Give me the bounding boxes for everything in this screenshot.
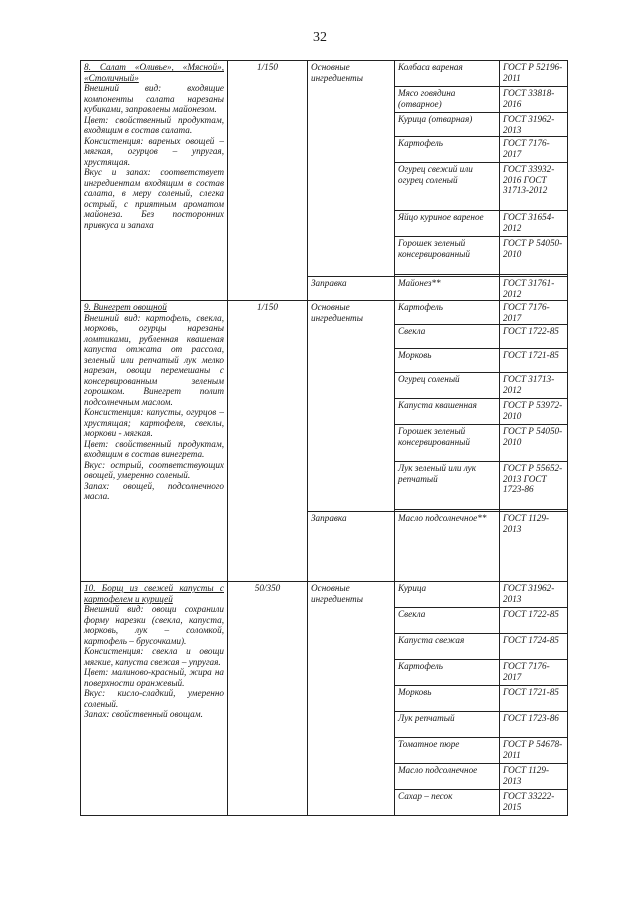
ingredient-gost: ГОСТ 31713-2012 xyxy=(500,373,568,399)
ingredient-name: Свекла xyxy=(395,325,500,349)
ingredient-gost: ГОСТ Р 54678-2011 xyxy=(500,738,568,764)
ingredient-name: Горошек зеленый консервированный xyxy=(395,425,500,462)
description-line: Консистенция: капусты, огурцов – хрустящая; картофеля, свеклы, моркови - мягкая. xyxy=(84,407,224,438)
description-line: Вкус: кисло-сладкий, умеренно соленый. xyxy=(84,688,224,709)
dish-description-cell xyxy=(81,61,228,301)
description-line: Запах: свойственный овощам. xyxy=(84,709,203,719)
ingredient-gost: ГОСТ 1129-2013 xyxy=(500,512,568,582)
ingredient-name: Морковь xyxy=(395,349,500,373)
ingredient-name: Картофель xyxy=(395,660,500,686)
dish-title: 9. Винегрет овощной xyxy=(84,302,167,312)
dish-title: 10. Борщ из свежей капусты с картофелем и курицей xyxy=(84,583,224,604)
ingredient-name: Колбаса вареная xyxy=(395,61,500,87)
ingredient-gost: ГОСТ 33932-2016 ГОСТ 31713-2012 xyxy=(500,163,568,211)
description-line: Внешний вид: овощи сохранили форму нарезки (свекла, капуста, морковь, лук – соломкой, картофель – брусочками). xyxy=(84,604,224,646)
description-line: Цвет: свойственный продуктам, входящим в состав винегрета. xyxy=(84,438,224,459)
ingredient-gost: ГОСТ 31962-2013 xyxy=(500,582,568,608)
ingredient-name: Морковь xyxy=(395,686,500,712)
ingredient-name: Томатное пюре xyxy=(395,738,500,764)
ingredient-name: Капуста свежая xyxy=(395,634,500,660)
ingredient-name: Масло подсолнечное xyxy=(395,764,500,790)
ingredient-name: Капуста квашенная xyxy=(395,399,500,425)
ingredient-gost: ГОСТ 1723-86 xyxy=(500,712,568,738)
ingredient-name: Лук зеленый или лук репчатый xyxy=(395,462,500,510)
ingredient-gost: ГОСТ 1721-85 xyxy=(500,686,568,712)
ingredient-gost: ГОСТ 7176-2017 xyxy=(500,301,568,325)
ingredient-name: Картофель xyxy=(395,301,500,325)
ingredient-name: Огурец соленый xyxy=(395,373,500,399)
description-line: Внешний вид: картофель, свекла, морковь, огурцы нарезаны ломтиками, рубленная квашеная капуста отжата от рассола, зеленый или репчатый лук мелко нарезан, овощи перемешаны с консервированным зеленым горошком. Винегрет полит подсолнечным маслом. xyxy=(84,312,224,407)
page-number: 32 xyxy=(313,30,327,45)
dish-spec-table xyxy=(80,60,568,816)
description-line: Консистенция: свекла и овощи мягкие, капуста свежая – упругая. xyxy=(84,646,224,667)
ingredient-gost: ГОСТ 1129-2013 xyxy=(500,764,568,790)
ingredient-gost: ГОСТ Р 52196-2011 xyxy=(500,61,568,87)
ingredient-gost: ГОСТ 33818-2016 xyxy=(500,87,568,113)
description-line: Цвет: малиново-красный, жира на поверхности оранжевый. xyxy=(84,667,224,688)
ingredient-name: Мясо говядина (отварное) xyxy=(395,87,500,113)
description-line: Внешний вид: входящие компоненты салата нарезаны кубиками, заправлены майонезом. xyxy=(84,83,224,114)
ingredient-name: Свекла xyxy=(395,608,500,634)
ingredient-gost: ГОСТ Р 55652-2013 ГОСТ 1723-86 xyxy=(500,462,568,510)
dish-output: 50/350 xyxy=(228,582,308,816)
ingredient-name: Майонез** xyxy=(395,277,500,301)
ingredient-name: Сахар – песок xyxy=(395,790,500,816)
dish-output: 1/150 xyxy=(228,61,308,301)
dish-output: 1/150 xyxy=(228,301,308,582)
ingredient-gost: ГОСТ 7176-2017 xyxy=(500,660,568,686)
ingredient-gost: ГОСТ 7176-2017 xyxy=(500,137,568,163)
ingredient-name: Курица (отварная) xyxy=(395,113,500,137)
ingredient-gost: ГОСТ 1722-85 xyxy=(500,325,568,349)
group-label: Заправка xyxy=(308,277,395,301)
ingredient-name: Картофель xyxy=(395,137,500,163)
table-row xyxy=(81,301,568,325)
ingredient-gost: ГОСТ Р 53972-2010 xyxy=(500,399,568,425)
description-line: Запах: овощей, подсолнечного масла. xyxy=(84,480,224,501)
ingredient-name: Яйцо куриное вареное xyxy=(395,211,500,237)
group-label: Основные ингредиенты xyxy=(308,61,395,277)
ingredient-name: Горошек зеленый консервированный xyxy=(395,237,500,275)
group-label: Основные ингредиенты xyxy=(308,582,395,816)
group-label: Основные ингредиенты xyxy=(308,301,395,512)
dish-description-cell xyxy=(81,301,228,582)
group-label: Заправка xyxy=(308,512,395,582)
ingredient-name: Огурец свежий или огурец соленый xyxy=(395,163,500,211)
ingredient-gost: ГОСТ 31761-2012 xyxy=(500,277,568,301)
ingredient-gost: ГОСТ 33222-2015 xyxy=(500,790,568,816)
ingredient-name: Курица xyxy=(395,582,500,608)
table-row xyxy=(81,582,568,608)
ingredient-gost: ГОСТ 1724-85 xyxy=(500,634,568,660)
description-line: Вкус и запах: соответствует ингредиентам входящим в состав салата, в меру соленый, слегка острый, с приятным ароматом майонеза. Без посторонних привкуса и запаха xyxy=(84,167,224,230)
dish-description-cell xyxy=(81,582,228,816)
ingredient-gost: ГОСТ 1722-85 xyxy=(500,608,568,634)
dish-title: 8. Салат «Оливье», «Мясной», «Столичный» xyxy=(84,62,224,83)
ingredient-gost: ГОСТ 31962-2013 xyxy=(500,113,568,137)
ingredient-gost: ГОСТ 31654-2012 xyxy=(500,211,568,237)
description-line: Вкус: острый, соответствующих овощей, умеренно соленый. xyxy=(84,459,224,480)
description-line: Цвет: свойственный продуктам, входящим в состав салата. xyxy=(84,114,224,135)
ingredient-name: Масло подсолнечное** xyxy=(395,512,500,582)
table-row xyxy=(81,61,568,87)
ingredient-gost: ГОСТ 1721-85 xyxy=(500,349,568,373)
ingredient-gost: ГОСТ Р 54050-2010 xyxy=(500,425,568,462)
description-line: Консистенция: вареных овощей – мягкая, огурцов – упругая, хрустящая. xyxy=(84,135,224,167)
ingredient-name: Лук репчатый xyxy=(395,712,500,738)
ingredient-gost: ГОСТ Р 54050-2010 xyxy=(500,237,568,275)
